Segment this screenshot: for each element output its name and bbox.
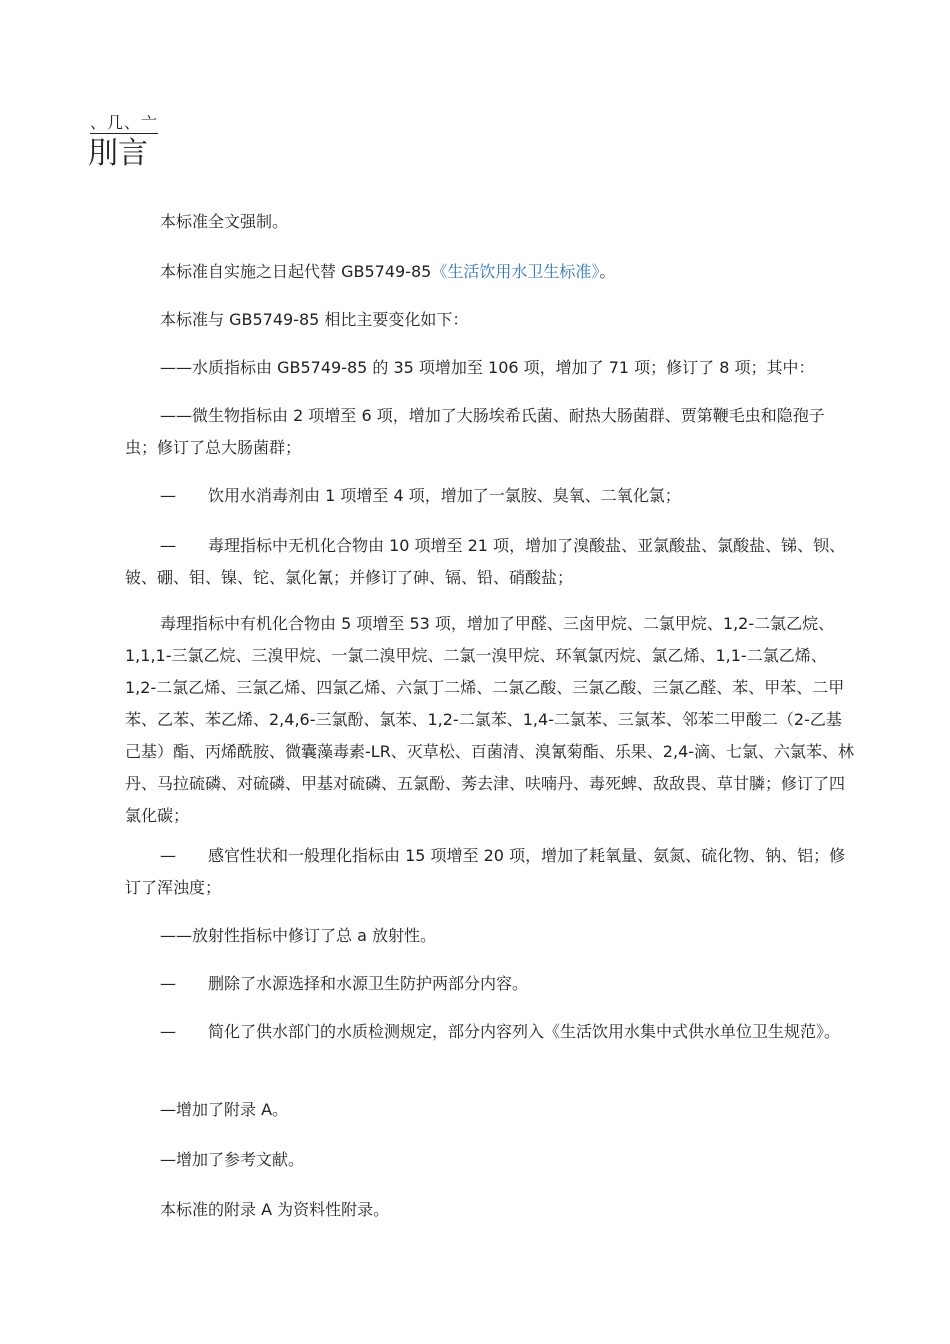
paragraph-1: 本标准全文强制。 xyxy=(160,212,289,231)
page-title: 刖言 xyxy=(88,136,148,171)
paragraph-7 xyxy=(125,530,855,594)
paragraph-12 xyxy=(125,1016,855,1048)
dash-9: — xyxy=(160,846,176,865)
paragraph-10: ——放射性指标中修订了总 a 放射性。 xyxy=(160,926,436,945)
standard-link[interactable]: 《生活饮用水卫生标准》 xyxy=(431,262,600,281)
paragraph-2-end: 。 xyxy=(599,262,616,281)
dash-11: — xyxy=(160,974,176,993)
paragraph-11-text: 删除了水源选择和水源卫生防护两部分内容。 xyxy=(208,974,529,993)
paragraph-15: 本标准的附录 A 为资料性附录。 xyxy=(160,1200,390,1219)
paragraph-12-text: 简化了供水部门的水质检测规定，部分内容列入《生活饮用水集中式供水单位卫生规范》。 xyxy=(208,1022,841,1041)
paragraph-11 xyxy=(125,968,855,1000)
paragraph-6 xyxy=(125,480,855,512)
paragraph-7-text: 毒理指标中无机化合物由 10 项增至 21 项，增加了溴酸盐、亚氯酸盐、氯酸盐、锑、钡、铍、硼、钼、镍、铊、氯化氰；并修订了砷、镉、铅、硝酸盐； xyxy=(125,536,846,587)
paragraph-9-text: 感官性状和一般理化指标由 15 项增至 20 项，增加了耗氧量、氨氮、硫化物、钠、铝；修订了浑浊度； xyxy=(125,846,846,897)
paragraph-5: ——微生物指标由 2 项增至 6 项，增加了大肠埃希氏菌、耐热大肠菌群、贾第鞭毛虫和隐孢子虫；修订了总大肠菌群； xyxy=(125,406,825,457)
paragraph-4: ——水质指标由 GB5749-85 的 35 项增加至 106 项，增加了 71 项；修订了 8 项；其中： xyxy=(160,358,815,377)
paragraph-13: —增加了附录 A。 xyxy=(160,1100,289,1119)
dash-7: — xyxy=(160,536,176,555)
paragraph-2-text: 本标准自实施之日起代替 GB5749-85 xyxy=(160,262,432,281)
paragraph-3: 本标准与 GB5749-85 相比主要变化如下： xyxy=(160,310,469,329)
paragraph-6-text: 饮用水消毒剂由 1 项增至 4 项，增加了一氯胺、臭氧、二氧化氯； xyxy=(208,486,681,505)
dash-12: — xyxy=(160,1022,176,1041)
paragraph-14: —增加了参考文献。 xyxy=(160,1150,305,1169)
paragraph-8: 毒理指标中有机化合物由 5 项增至 53 项，增加了甲醛、三卤甲烷、二氯甲烷、1,2-二氯乙烷、1,1,1-三氯乙烷、三溴甲烷、一氯二溴甲烷、二氯一溴甲烷、环氧氯丙烷、氯乙烯、1,1-二氯乙烯、1,2-二氯乙烯、三氯乙烯、四氯乙烯、六氯丁二烯、二氯乙酸、三氯乙酸、三氯乙醛、苯、甲苯、二甲苯、乙苯、苯乙烯、2,4,6-三氯酚、氯苯、1,2-二氯苯、1,4-二氯苯、三氯苯、邻苯二甲酸二（2-乙基己基）酯、丙烯酰胺、微囊藻毒素-LR、灭草松、百菌清、溴氰菊酯、乐果、2,4-滴、七氯、六氯苯、林丹、马拉硫磷、对硫磷、甲基对硫磷、五氯酚、莠去津、呋喃丹、毒死蜱、敌敌畏、草甘膦；修订了四氯化碳； xyxy=(125,614,855,825)
paragraph-2 xyxy=(125,256,855,288)
heading-top-mark: 、几、亠 xyxy=(90,113,159,132)
paragraph-9 xyxy=(125,840,855,904)
dash-6: — xyxy=(160,486,176,505)
